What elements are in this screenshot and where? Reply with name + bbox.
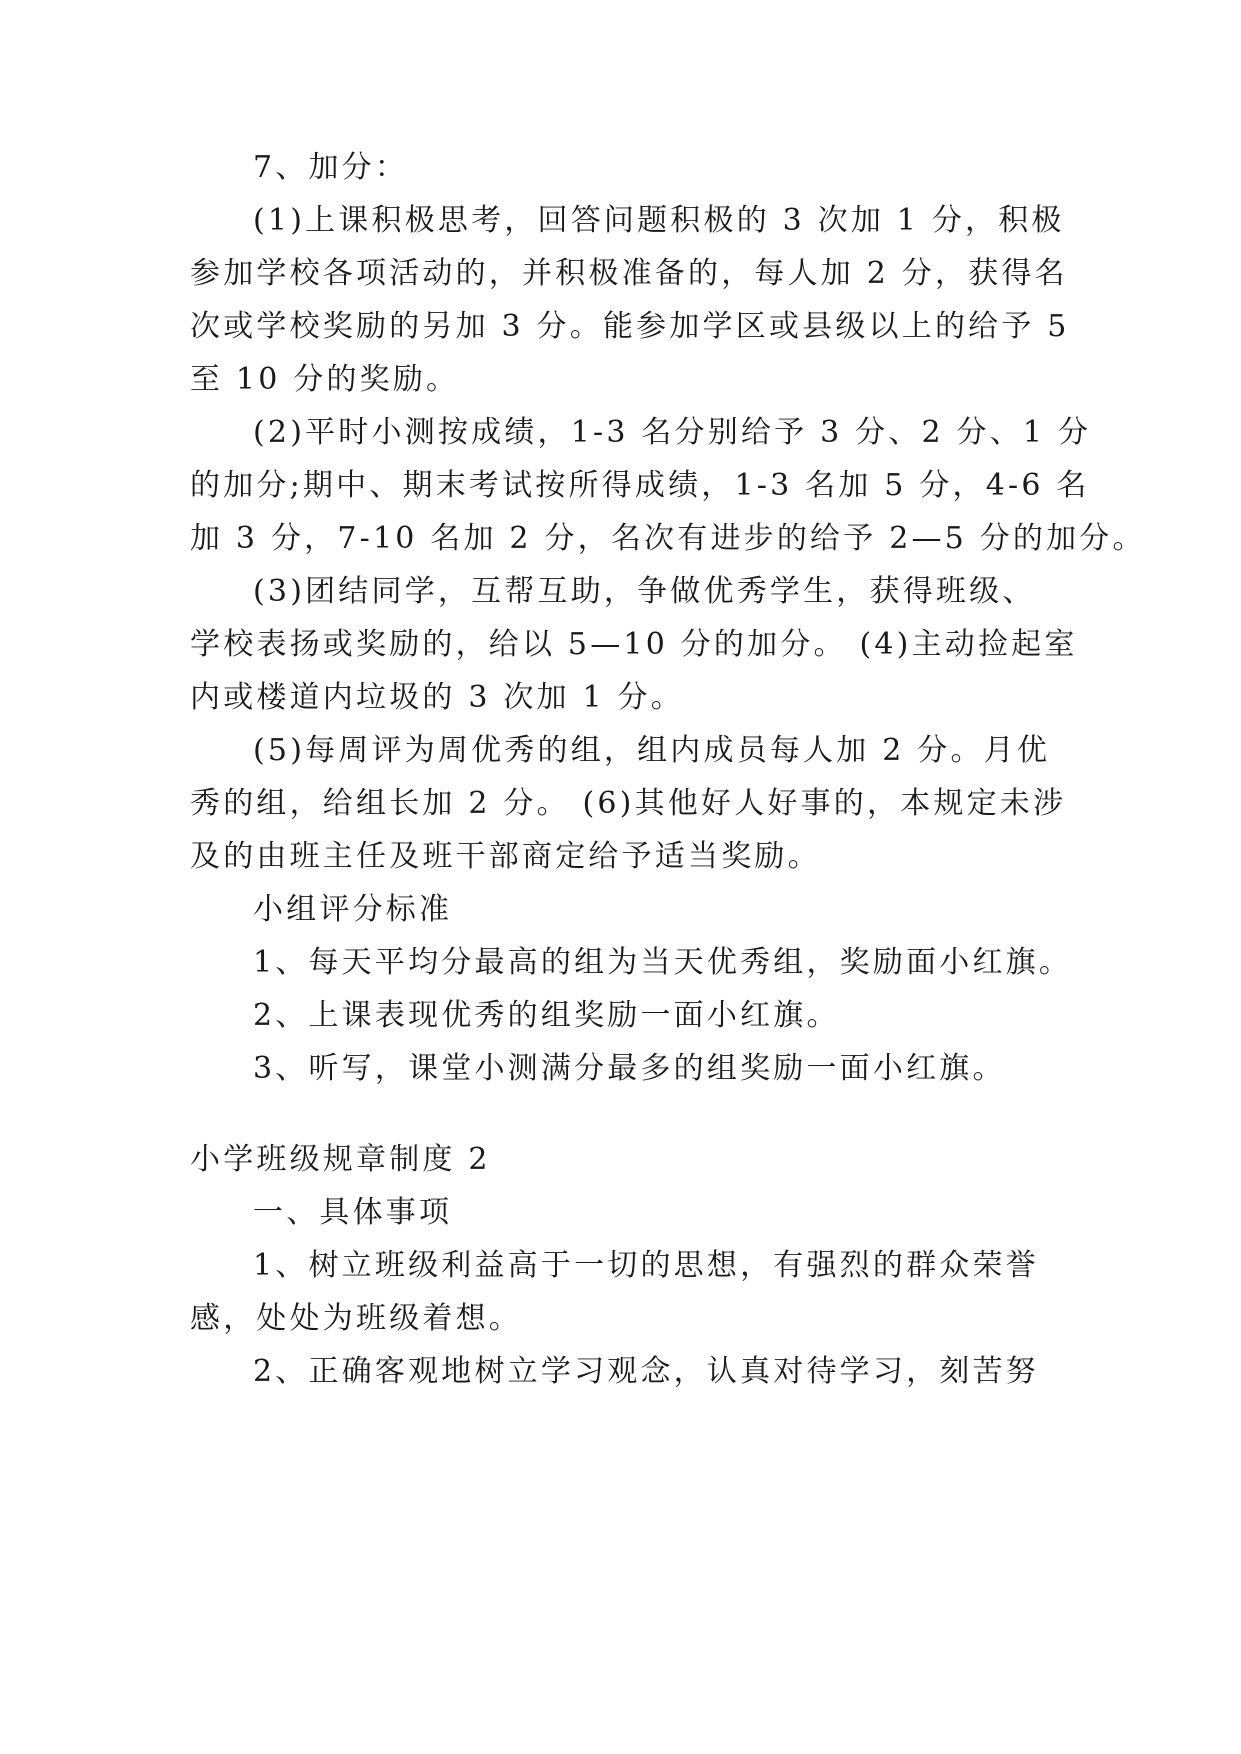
list-item: 3、听写，课堂小测满分最多的组奖励一面小红旗。	[253, 1051, 1006, 1086]
paragraph-line: 秀的组，给组长加 2 分。 (6)其他好人好事的，本规定未涉	[190, 786, 1067, 821]
paragraph-line: 感，处处为班级着想。	[190, 1301, 522, 1336]
paragraph-line: 的加分;期中、期末考试按所得成绩，1-3 名加 5 分，4-6 名	[190, 468, 1090, 503]
paragraph-line: (2)平时小测按成绩，1-3 名分别给予 3 分、2 分、1 分	[253, 415, 1092, 450]
paragraph-line: 2、正确客观地树立学习观念，认真对待学习，刻苦努	[253, 1354, 1039, 1389]
section-heading-specifics: 一、具体事项	[253, 1195, 453, 1230]
list-item: 2、上课表现优秀的组奖励一面小红旗。	[253, 998, 840, 1033]
paragraph-line: 及的由班主任及班干部商定给予适当奖励。	[190, 839, 821, 874]
paragraph-line: 参加学校各项活动的，并积极准备的，每人加 2 分，获得名	[190, 256, 1068, 291]
section-heading-bonus: 7、加分：	[253, 150, 409, 185]
paragraph-line: (3)团结同学，互帮互助，争做优秀学生，获得班级、	[253, 574, 1036, 609]
document-title: 小学班级规章制度 2	[190, 1142, 491, 1177]
paragraph-line: 至 10 分的奖励。	[190, 362, 460, 397]
paragraph-line: 1、树立班级利益高于一切的思想，有强烈的群众荣誉	[253, 1248, 1039, 1283]
list-item: 1、每天平均分最高的组为当天优秀组，奖励面小红旗。	[253, 945, 1073, 980]
paragraph-line: (5)每周评为周优秀的组，组内成员每人加 2 分。月优	[253, 733, 1051, 768]
section-heading-group-scoring: 小组评分标准	[253, 892, 453, 927]
paragraph-line: (1)上课积极思考，回答问题积极的 3 次加 1 分，积极	[253, 203, 1065, 238]
paragraph-line: 学校表扬或奖励的，给以 5—10 分的加分。 (4)主动捡起室	[190, 627, 1078, 662]
paragraph-line: 加 3 分，7-10 名加 2 分，名次有进步的给予 2—5 分的加分。	[190, 521, 1146, 556]
paragraph-line: 内或楼道内垃圾的 3 次加 1 分。	[190, 680, 684, 715]
paragraph-line: 次或学校奖励的另加 3 分。能参加学区或县级以上的给予 5	[190, 309, 1070, 344]
